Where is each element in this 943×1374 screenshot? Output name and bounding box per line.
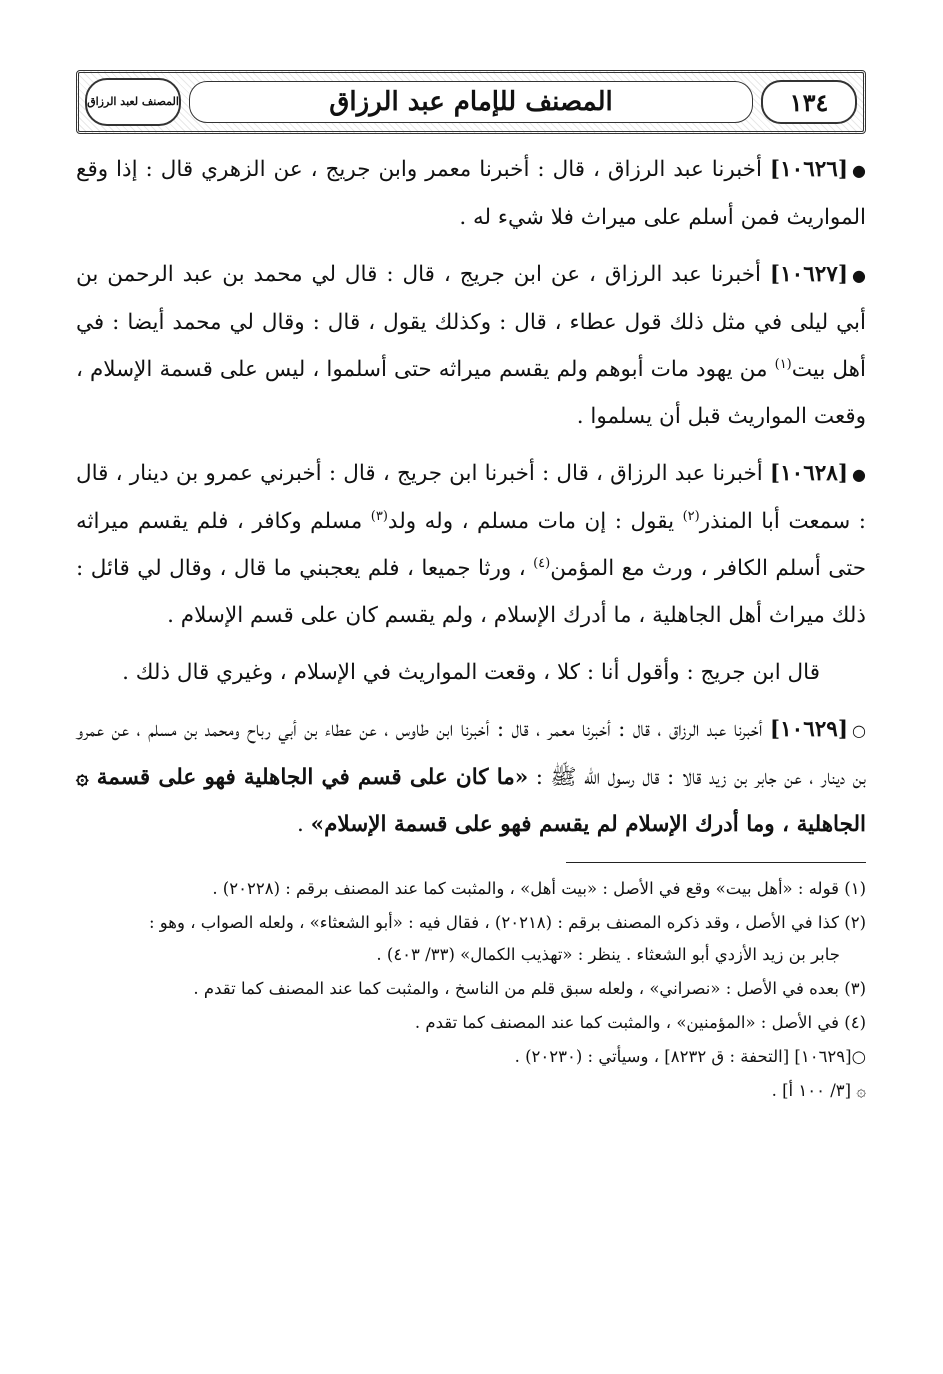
hadith-text: أخبرنا عبد الرزاق ، عن ابن جريج ، قال : قال لي محمد بن عبد الرحمن بن أبي ليلى في مثل ذلك قول عطاء ، قال : وكذلك يقول ، قال : وقال لي محمد أيضا : في أهل بيت	[76, 262, 866, 382]
comment-text: قال ابن جريج : وأقول أنا : كلا ، وقعت المواريث في الإسلام ، وغيري قال ذلك .	[122, 660, 820, 685]
footnote-text: [٣/ ١٠٠ أ] .	[771, 1081, 852, 1100]
footnote-1	[76, 873, 866, 905]
footnote-2	[76, 907, 866, 971]
page-number: ١٣٤	[761, 80, 857, 124]
footnote-text: قوله : «أهل بيت» وقع في الأصل : «بيت أهل» ، والمثبت كما عند المصنف برقم : (٢٠٢٢٨) .	[212, 879, 839, 898]
ibn-jurayj-comment	[76, 649, 866, 696]
hadith-text: أخبرنا عبد الرزاق ، قال : أخبرنا معمر وابن جريج ، عن الزهري قال : إذا وقع المواريث فمن أسلم على ميراث فلا شيء له .	[76, 157, 866, 230]
bullet-hollow-icon: ○	[852, 721, 866, 740]
hadith-text-end: .	[296, 812, 304, 837]
hadith-number: [١٠٦٢٨]	[769, 461, 849, 486]
hadith-10626	[76, 146, 866, 241]
footnote-ref[interactable]: (١)	[774, 356, 792, 372]
main-text	[76, 146, 866, 848]
prophetic-quote: «ما كان على قسم في الجاهلية فهو على قسمة ۞ الجاهلية ، وما أدرك الإسلام لم يقسم فهو على قسمة الإسلام»	[76, 765, 866, 837]
footnote-3	[76, 973, 866, 1005]
hadith-10629	[76, 706, 866, 848]
footnote-text: كذا في الأصل ، وقد ذكره المصنف برقم : (٢٠٢١٨) ، فقال فيه : «أبو الشعثاء» ، ولعله الصواب ، وهو :	[148, 913, 839, 932]
hadith-number: [١٠٦٢٩]	[769, 717, 849, 742]
page	[76, 70, 866, 1360]
footnote-label: (٢)	[844, 913, 866, 932]
hadith-text-cont: مسلم وكافر ، فلم يقسم ميراثه حتى أسلم الكافر ، ورث مع المؤمن	[76, 509, 866, 581]
footnotes	[76, 873, 866, 1107]
hadith-text-cont: من يهود مات أبوهم ولم يقسم ميراثه حتى أسلموا ، ليس على قسمة الإسلام ، وقعت المواريث قبل أن يسلموا .	[76, 357, 866, 429]
header-title-frame	[189, 81, 753, 123]
footnote-label: (٣)	[844, 979, 866, 998]
hadith-number: [١٠٦٢٧]	[769, 262, 849, 287]
hadith-text: أخبرنا عبد الرزاق ، قال : أخبرنا ابن جريج ، قال : أخبرني عمرو بن دينار ، قال : سمعت أبا المنذر	[76, 461, 866, 534]
hadith-text: أخبرنا عبد الرزاق ، قال : أخبرنا معمر ، قال : أخبرنا ابن طاوس ، عن عطاء بن أبي رباح ومحمد بن مسلم ، عن عمرو بن دينار ، عن جابر بن زيد قالا : قال رسول الله ﷺ :	[76, 717, 866, 790]
footnote-ref[interactable]: (٤)	[533, 555, 551, 571]
page-header	[76, 70, 866, 134]
footnote-text: في الأصل : «المؤمنين» ، والمثبت كما عند المصنف كما تقدم .	[414, 1013, 839, 1032]
footnote-ref[interactable]: (٣)	[370, 508, 388, 524]
book-logo: المصنف لعبد الرزاق	[85, 78, 181, 126]
bullet-filled-icon: ●	[852, 161, 866, 180]
hadith-10628	[76, 450, 866, 639]
footnote-manuscript	[76, 1075, 866, 1107]
book-title: المصنف للإمام عبد الرزاق	[329, 87, 613, 117]
footnote-label: (٤)	[844, 1013, 866, 1032]
footnote-4	[76, 1007, 866, 1039]
footnote-takhrij	[76, 1041, 866, 1073]
footnote-text: [التحفة : ق ٨٢٣٢] ، وسيأتي : (٢٠٢٣٠) .	[514, 1047, 790, 1066]
footnote-label: (١)	[844, 879, 866, 898]
footnote-ref[interactable]: (٢)	[682, 508, 700, 524]
hadith-text-cont: ، ورثا جميعا ، فلم يعجبني ما قال ، وقال لي قائل : ذلك ميراث أهل الجاهلية ، ما أدرك الإسلام ، ولم يقسم كان على قسم الإسلام .	[76, 556, 866, 628]
footnote-text: بعده في الأصل : «نصراني» ، ولعله سبق قلم من الناسخ ، والمثبت كما عند المصنف كما تقدم .	[193, 979, 839, 998]
hadith-number: [١٠٦٢٦]	[769, 157, 849, 182]
bullet-filled-icon: ●	[852, 465, 866, 484]
footnote-divider	[566, 862, 866, 863]
hadith-text-cont: يقول : إن مات مسلم ، وله ولد	[387, 509, 675, 534]
bullet-filled-icon: ●	[852, 266, 866, 285]
hadith-10627	[76, 251, 866, 440]
footnote-text-cont: جابر بن زيد الأزدي أبو الشعثاء . ينظر : «تهذيب الكمال» (٣٣/ ٤٠٣) .	[376, 945, 840, 964]
footnote-label: ○[١٠٦٢٩]	[794, 1047, 866, 1066]
manuscript-mark-icon: ۞	[856, 1081, 866, 1100]
